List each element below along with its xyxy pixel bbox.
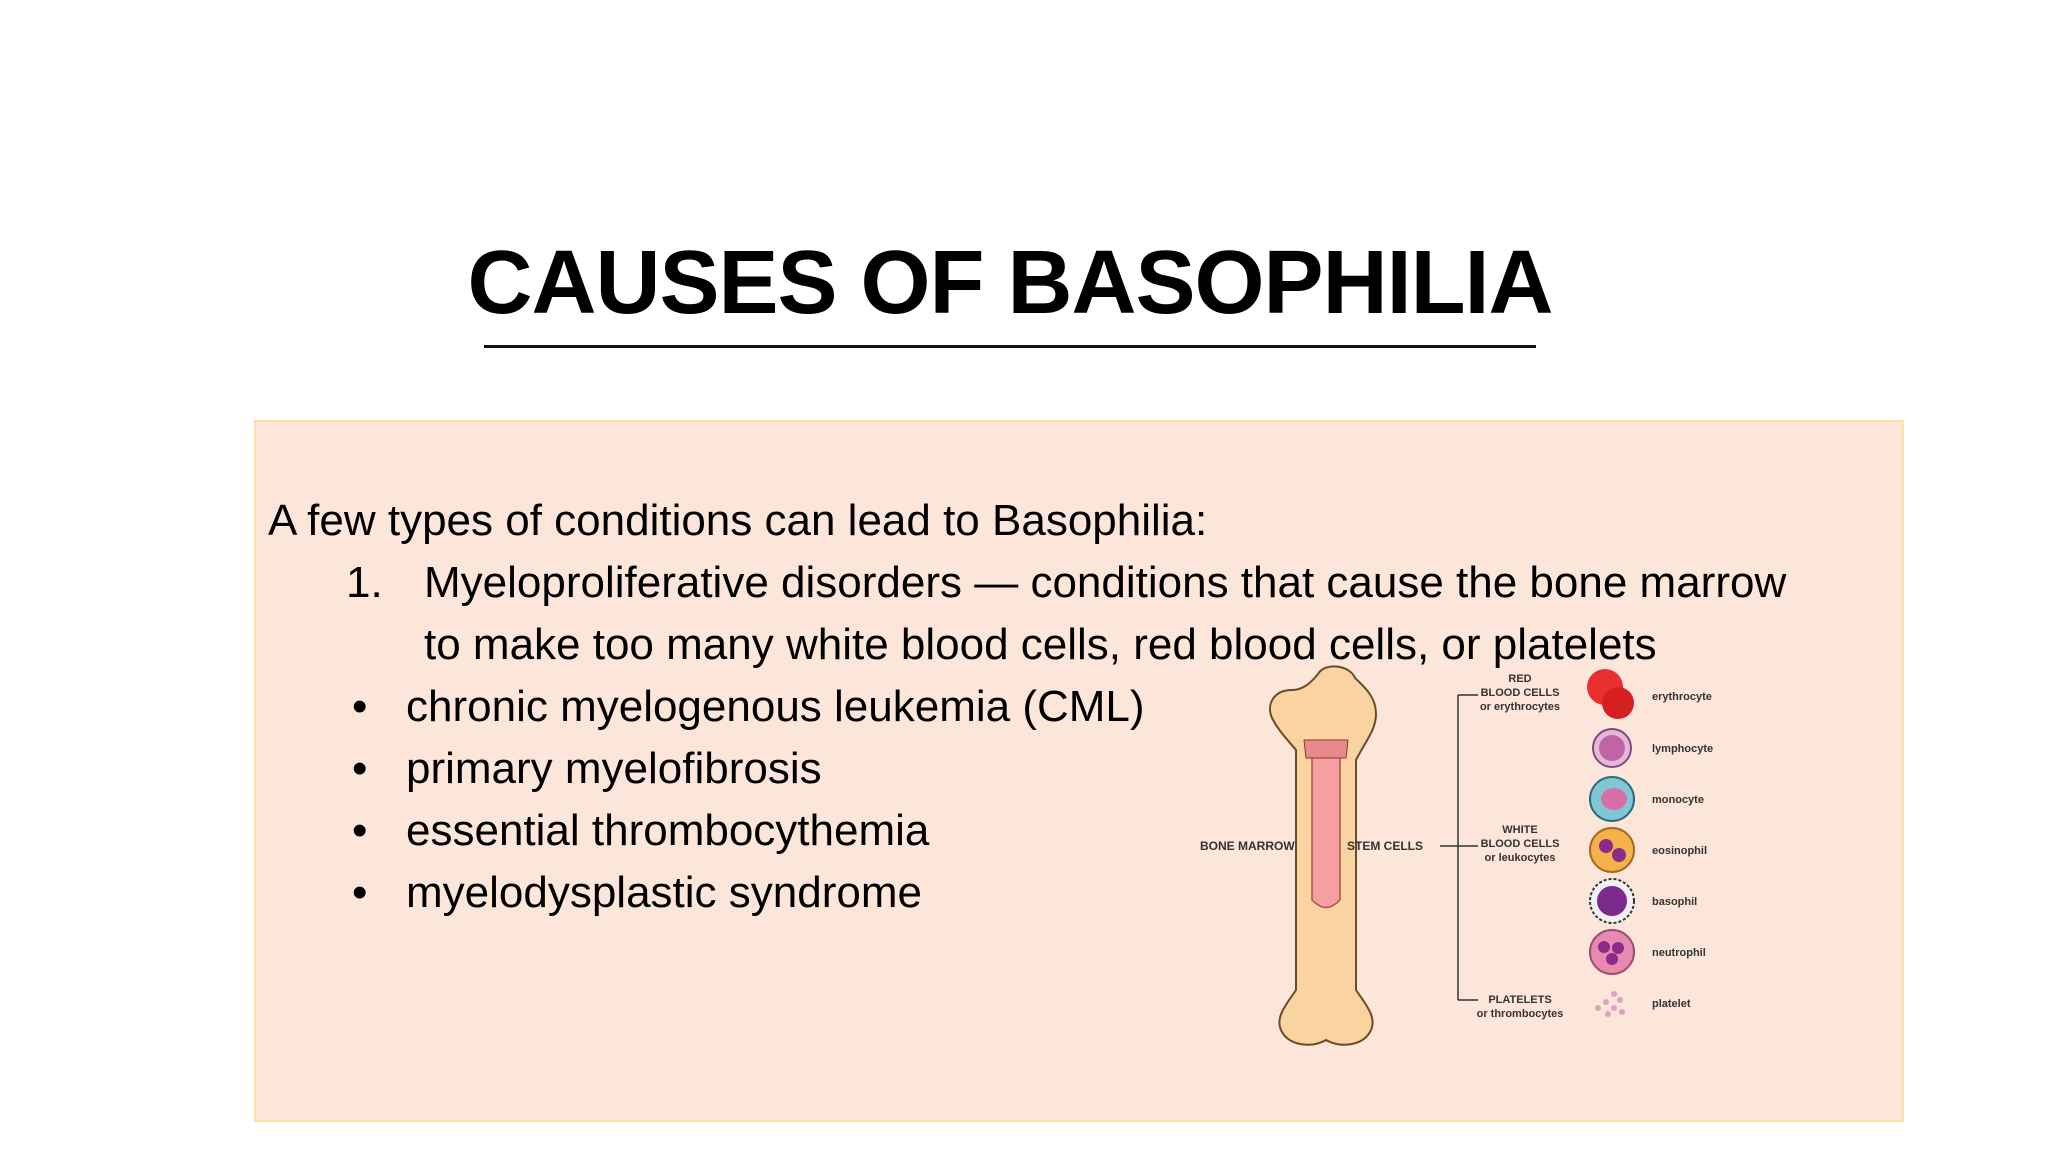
femur-bone-icon [1270, 666, 1376, 1044]
item-number: 1. [346, 558, 383, 607]
cell-label-neutrophil: neutrophil [1652, 947, 1706, 959]
bullet-text: myelodysplastic syndrome [406, 868, 922, 917]
monocyte-icon [1590, 777, 1634, 821]
blood-cell-diagram [1200, 660, 1730, 1060]
cell-label-erythrocyte: erythrocyte [1652, 691, 1712, 703]
bullet-text: essential thrombocythemia [406, 806, 930, 855]
basophil-icon [1590, 879, 1634, 923]
rbc-label-1: RED [1508, 673, 1532, 685]
slide-title: CAUSES OF BASOPHILIA [467, 233, 1553, 333]
bullet-icon: • [352, 806, 368, 855]
cell-label-platelet: platelet [1652, 998, 1691, 1010]
rbc-label-2: BLOOD CELLS [1480, 687, 1560, 699]
stem-cells-label: STEM CELLS [1347, 839, 1424, 853]
platelets-label-1: PLATELETS [1488, 994, 1552, 1006]
bullet-icon: • [352, 682, 368, 731]
wbc-label-1: WHITE [1502, 824, 1538, 836]
intro-text: A few types of conditions can lead to Basophilia: [268, 496, 1208, 545]
cell-label-lymphocyte: lymphocyte [1652, 743, 1714, 755]
erythrocyte-icon [1587, 669, 1634, 719]
cell-label-monocyte: monocyte [1652, 794, 1704, 806]
bullet-icon: • [352, 868, 368, 917]
neutrophil-icon [1590, 930, 1634, 974]
numbered-item-text: Myeloproliferative disorders — conditions that cause the bone marrow to make too many white blood cells, red blood cells, or platelets [424, 558, 1787, 669]
bullet-icon: • [352, 744, 368, 793]
numbered-item [268, 552, 1828, 676]
branch-lines [1440, 695, 1478, 1000]
wbc-label-3: or leukocytes [1484, 852, 1556, 864]
bullet-text: chronic myelogenous leukemia (CML) [406, 682, 1145, 731]
bullet-text: primary myelofibrosis [406, 744, 822, 793]
wbc-label-2: BLOOD CELLS [1480, 838, 1560, 850]
title-underline [484, 345, 1536, 348]
cell-label-basophil: basophil [1652, 896, 1698, 908]
platelet-icon [1595, 991, 1625, 1017]
cell-label-eosinophil: eosinophil [1652, 845, 1707, 857]
rbc-label-3: or erythrocytes [1479, 701, 1561, 713]
platelets-label-2: or thrombocytes [1476, 1008, 1564, 1020]
bone-marrow-label: BONE MARROW [1200, 839, 1295, 853]
lymphocyte-icon [1593, 729, 1631, 767]
eosinophil-icon [1590, 828, 1634, 872]
